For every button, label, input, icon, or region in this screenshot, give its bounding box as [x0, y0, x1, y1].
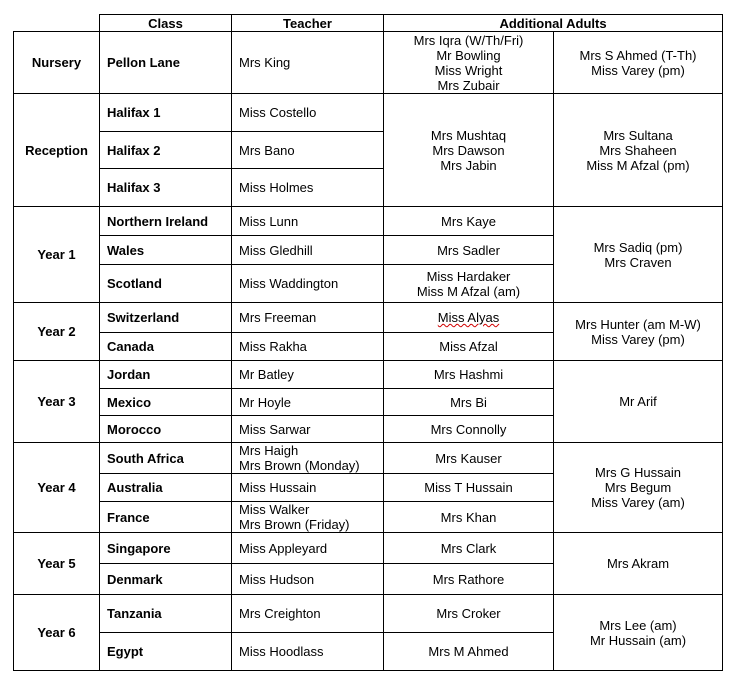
table-row — [14, 94, 723, 132]
class-name: Jordan — [100, 361, 232, 389]
additional-adults — [384, 333, 554, 361]
class-name: Egypt — [100, 633, 232, 671]
class-staff-table — [13, 14, 723, 671]
adult-name: Mrs Bi — [450, 394, 487, 410]
adult-name: Mrs Kaye — [441, 213, 496, 229]
additional-adults — [384, 265, 554, 303]
teacher-name — [232, 502, 384, 533]
corner-cell — [14, 15, 100, 32]
adult-name: Miss Varey (pm) — [591, 331, 685, 347]
adult-name: Miss Wright — [434, 62, 503, 78]
header-additional-adults: Additional Adults — [384, 15, 723, 32]
class-name: France — [100, 502, 232, 533]
adult-name: Mrs Khan — [440, 509, 497, 525]
adult-name: Miss Varey (am) — [591, 495, 685, 510]
teacher-name: Miss Appleyard — [232, 533, 384, 564]
shared-adults — [554, 533, 723, 595]
adult-name: Mrs S Ahmed (T-Th) — [579, 47, 697, 63]
class-name: Switzerland — [100, 303, 232, 333]
adult-name: Mrs Zubair — [437, 77, 500, 93]
adult-name: Mrs Sadiq (pm) — [593, 239, 683, 255]
additional-adults — [384, 474, 554, 502]
year-group-label: Year 6 — [14, 595, 100, 671]
teacher-name: Miss Hoodlass — [232, 633, 384, 671]
adult-name: Mr Arif — [619, 394, 657, 409]
teacher-name: Mrs Creighton — [232, 595, 384, 633]
adult-name: Mrs Connolly — [430, 421, 507, 437]
teacher-line: Miss Hussain — [239, 480, 317, 495]
adult-name: Mr Hussain (am) — [589, 632, 687, 648]
additional-adults — [384, 502, 554, 533]
adult-name: Mrs M Ahmed — [428, 644, 509, 659]
table-row — [14, 443, 723, 474]
year-group-label: Reception — [14, 94, 100, 207]
class-name: Tanzania — [100, 595, 232, 633]
class-name: Denmark — [100, 564, 232, 595]
teacher-name — [232, 443, 384, 474]
adult-name: Miss Varey (pm) — [591, 62, 685, 78]
teacher-name: Miss Rakha — [232, 333, 384, 361]
additional-adults — [384, 361, 554, 389]
additional-adults — [384, 32, 554, 94]
shared-adults — [554, 94, 723, 207]
teacher-line: Mrs Brown (Monday) — [239, 458, 360, 473]
adult-name: Miss T Hussain — [424, 480, 513, 495]
teacher-name: Miss Hudson — [232, 564, 384, 595]
additional-adults — [384, 633, 554, 671]
class-name: Halifax 1 — [100, 94, 232, 132]
year-group-label: Year 2 — [14, 303, 100, 361]
additional-adults — [384, 595, 554, 633]
table-row — [14, 595, 723, 633]
teacher-name: Mr Hoyle — [232, 389, 384, 416]
additional-adults — [384, 443, 554, 474]
adult-name: Mrs Dawson — [432, 142, 505, 158]
shared-adults — [554, 443, 723, 533]
additional-adults — [384, 207, 554, 236]
year-group-label: Year 3 — [14, 361, 100, 443]
adult-name: Mrs Akram — [606, 556, 670, 571]
adult-name: Miss M Afzal (pm) — [586, 157, 690, 173]
adult-name: Mrs Rathore — [432, 571, 505, 587]
class-name: Mexico — [100, 389, 232, 416]
adult-name: Miss Hardaker — [426, 268, 511, 284]
teacher-name: Miss Costello — [232, 94, 384, 132]
table-row — [14, 361, 723, 389]
class-name: Canada — [100, 333, 232, 361]
table-row — [14, 32, 723, 94]
teacher-name: Miss Gledhill — [232, 236, 384, 265]
teacher-name: Mrs Freeman — [232, 303, 384, 333]
adult-name: Mrs Iqra (W/Th/Fri) — [413, 32, 524, 48]
table-row — [14, 303, 723, 333]
class-name: Pellon Lane — [100, 32, 232, 94]
teacher-name: Mrs Bano — [232, 132, 384, 169]
class-name: Northern Ireland — [100, 207, 232, 236]
teacher-line: Mrs Haigh — [239, 443, 299, 458]
table-row — [14, 207, 723, 236]
additional-adults — [384, 564, 554, 595]
class-name: Wales — [100, 236, 232, 265]
teacher-name: Miss Sarwar — [232, 416, 384, 443]
additional-adults — [384, 303, 554, 333]
teacher-name: Miss Lunn — [232, 207, 384, 236]
class-name: South Africa — [100, 443, 232, 474]
teacher-name: Mrs King — [232, 32, 384, 94]
adult-name: Mrs Jabin — [440, 157, 497, 173]
shared-adults — [554, 32, 723, 94]
year-group-label: Nursery — [14, 32, 100, 94]
class-name: Morocco — [100, 416, 232, 443]
teacher-name: Miss Waddington — [232, 265, 384, 303]
class-name: Singapore — [100, 533, 232, 564]
adult-name: Mrs Hunter (am M-W) — [575, 316, 701, 332]
teacher-name: Miss Holmes — [232, 169, 384, 207]
year-group-label: Year 5 — [14, 533, 100, 595]
additional-adults — [384, 416, 554, 443]
additional-adults — [384, 94, 554, 207]
additional-adults — [384, 389, 554, 416]
adult-name: Miss Afzal — [439, 339, 498, 354]
adult-name: Mrs Craven — [604, 254, 672, 270]
class-name: Australia — [100, 474, 232, 502]
adult-name: Mrs Sultana — [603, 127, 673, 143]
adult-name: Mrs Hashmi — [433, 367, 504, 382]
adult-name: Mrs Clark — [440, 540, 497, 556]
adult-name: Mr Bowling — [436, 47, 501, 63]
shared-adults — [554, 595, 723, 671]
shared-adults — [554, 361, 723, 443]
additional-adults — [384, 533, 554, 564]
adult-name: Mrs Shaheen — [599, 142, 677, 158]
adult-name: Miss M Afzal (am) — [416, 283, 521, 299]
adult-name: Mrs Lee (am) — [599, 617, 677, 633]
adult-name: Mrs Kauser — [435, 450, 502, 466]
teacher-name — [232, 474, 384, 502]
shared-adults — [554, 303, 723, 361]
teacher-line: Miss Walker — [239, 502, 310, 517]
shared-adults — [554, 207, 723, 303]
adult-name: Mrs Croker — [436, 606, 501, 621]
class-name: Halifax 2 — [100, 132, 232, 169]
teacher-name: Mr Batley — [232, 361, 384, 389]
header-class: Class — [100, 15, 232, 32]
class-name: Scotland — [100, 265, 232, 303]
year-group-label: Year 1 — [14, 207, 100, 303]
header-teacher: Teacher — [232, 15, 384, 32]
adult-name: Mrs Mushtaq — [430, 127, 507, 143]
teacher-line: Mrs Brown (Friday) — [239, 517, 350, 532]
adult-name: Miss Alyas — [437, 310, 500, 325]
adult-name: Mrs Sadler — [437, 242, 500, 258]
adult-name: Mrs Begum — [604, 480, 672, 495]
additional-adults — [384, 236, 554, 265]
class-name: Halifax 3 — [100, 169, 232, 207]
header-row — [14, 15, 723, 32]
year-group-label: Year 4 — [14, 443, 100, 533]
adult-name: Mrs G Hussain — [595, 465, 681, 480]
table-row — [14, 533, 723, 564]
